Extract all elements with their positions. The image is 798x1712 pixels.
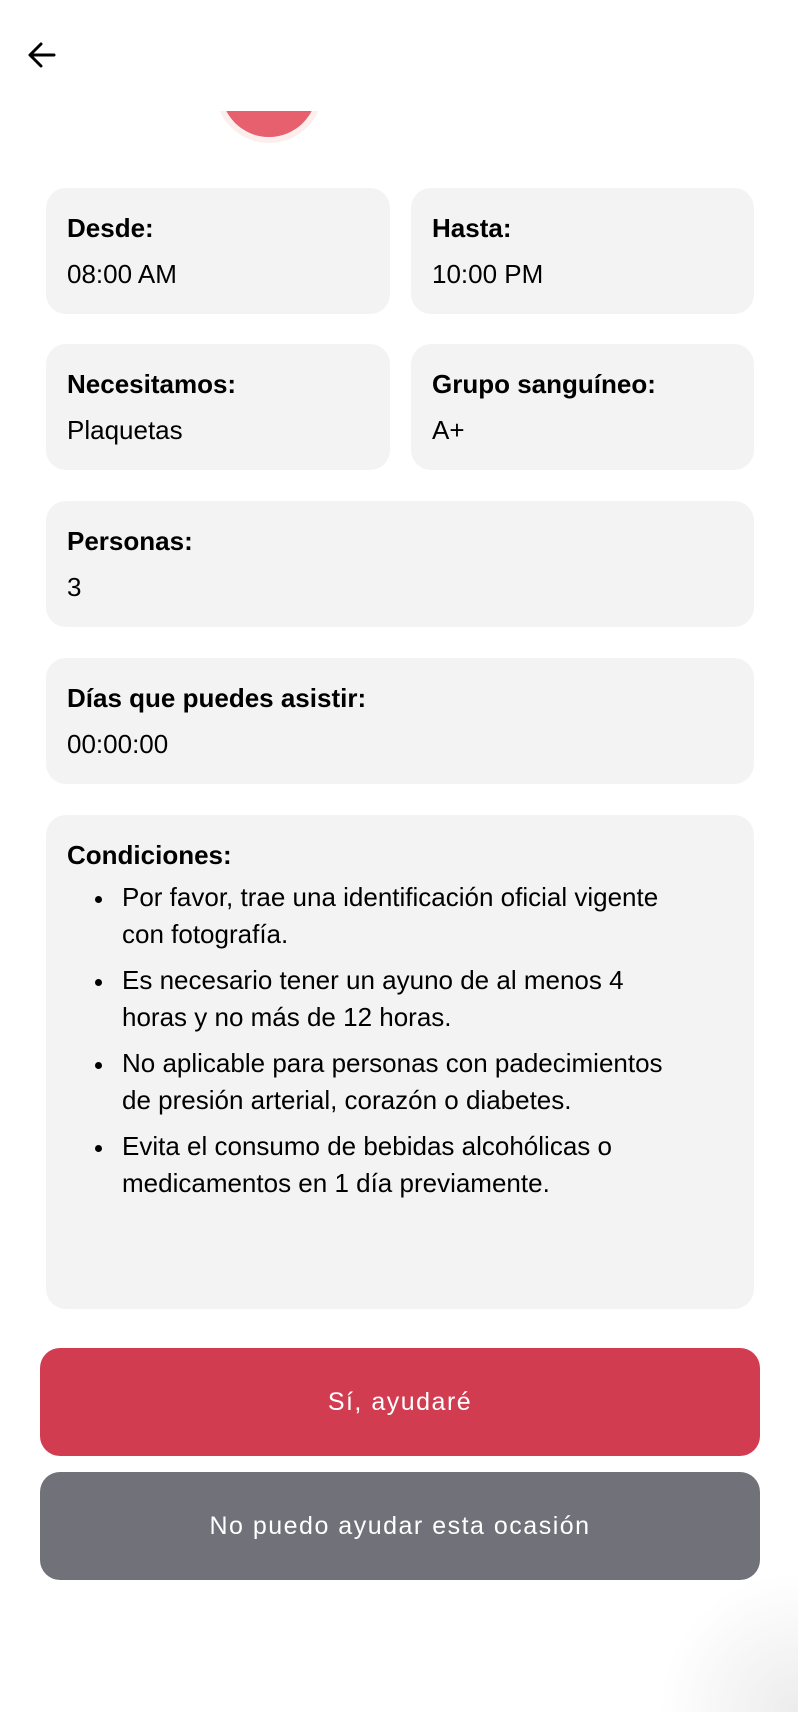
days-value: 00:00:00 <box>67 729 169 759</box>
condition-item: Por favor, trae una identificación oficial vigente con fotografía. <box>67 879 694 953</box>
need-value: Plaquetas <box>67 415 183 445</box>
from-card <box>46 188 390 314</box>
from-label: Desde: <box>67 213 154 243</box>
condition-item: Es necesario tener un ayuno de al menos 4 horas y no más de 12 horas. <box>67 962 694 1036</box>
blood-group-label: Grupo sanguíneo: <box>432 369 656 399</box>
blood-group-value: A+ <box>432 415 465 445</box>
from-value: 08:00 AM <box>67 259 177 289</box>
blood-group-card <box>411 344 754 470</box>
need-label: Necesitamos: <box>67 369 237 399</box>
days-label: Días que puedes asistir: <box>67 683 367 713</box>
people-label: Personas: <box>67 526 193 556</box>
to-card <box>411 188 754 314</box>
people-card <box>46 501 754 627</box>
back-button[interactable] <box>26 38 60 72</box>
corner-shade <box>658 1572 798 1712</box>
to-value: 10:00 PM <box>432 259 544 289</box>
people-value: 3 <box>67 572 82 602</box>
conditions-list <box>67 879 694 1202</box>
accept-button[interactable]: Sí, ayudaré <box>40 1348 760 1456</box>
decline-button[interactable]: No puedo ayudar esta ocasión <box>40 1472 760 1580</box>
conditions-card <box>46 815 754 1309</box>
blood-drop-icon <box>200 111 340 151</box>
arrow-left-icon <box>26 38 60 72</box>
need-card <box>46 344 390 470</box>
to-label: Hasta: <box>432 213 512 243</box>
days-card <box>46 658 754 784</box>
conditions-label: Condiciones: <box>67 840 232 870</box>
condition-item: Evita el consumo de bebidas alcohólicas o medicamentos en 1 día previamente. <box>67 1128 694 1202</box>
condition-item: No aplicable para personas con padecimientos de presión arterial, corazón o diabetes. <box>67 1045 694 1119</box>
